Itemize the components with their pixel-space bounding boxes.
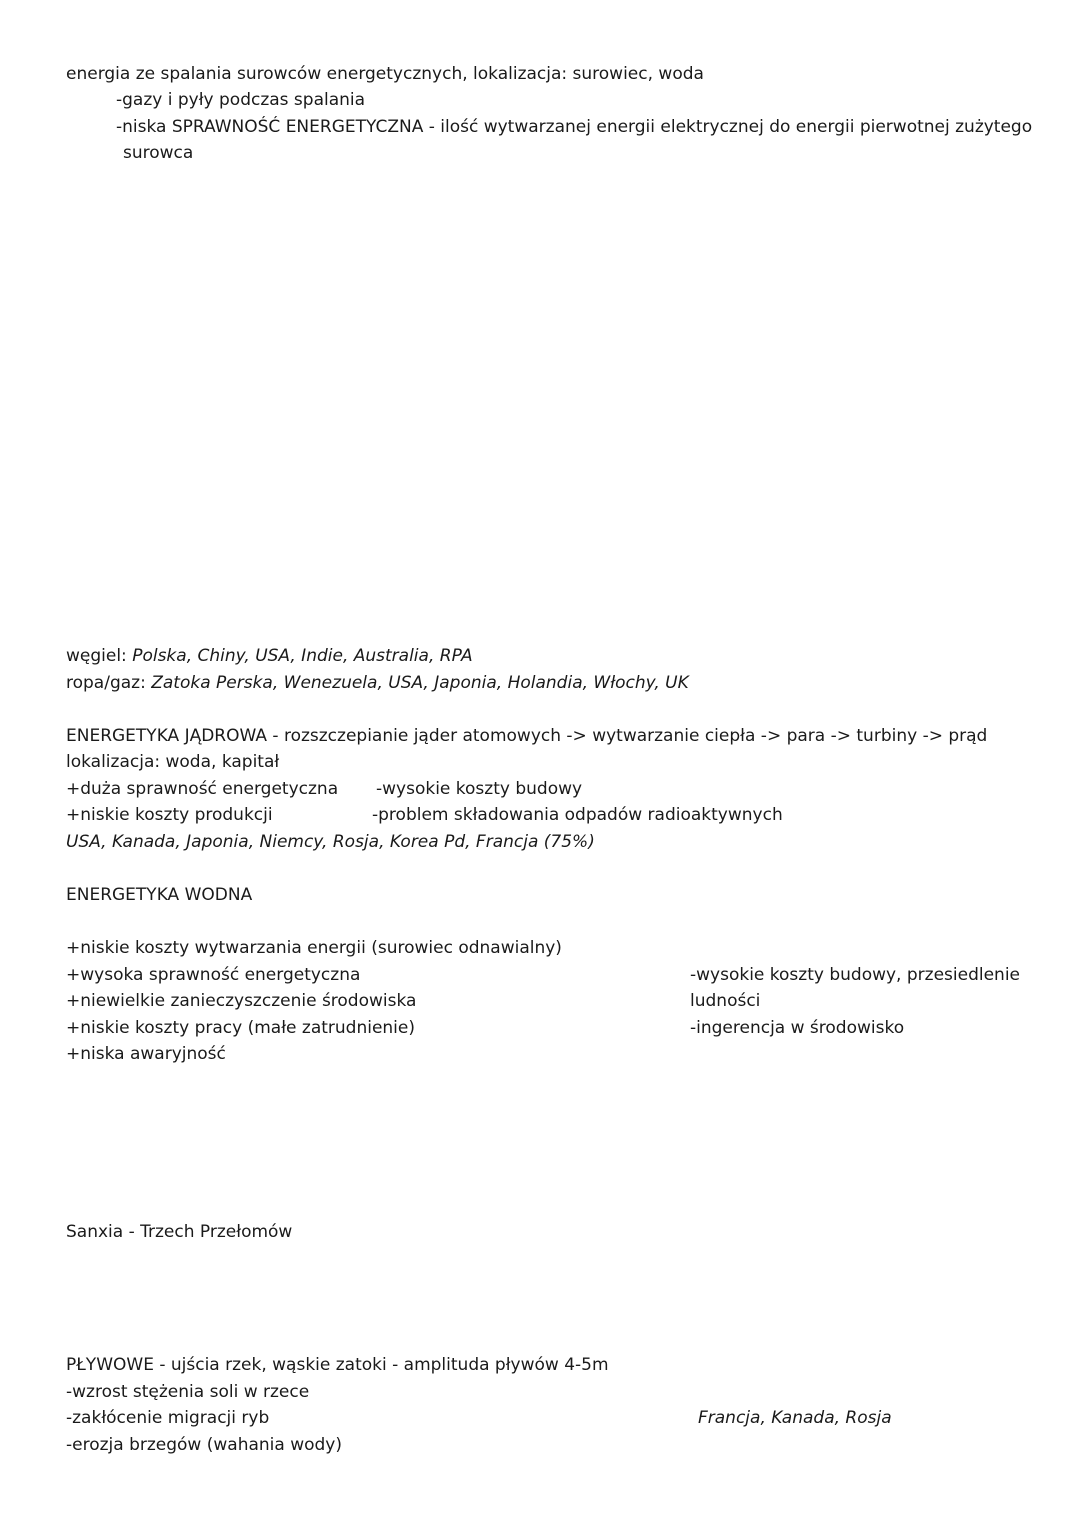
nuclear-con-2: -problem składowania odpadów radioaktywnych	[372, 805, 783, 825]
tidal-con-2: -zakłócenie migracji ryb	[66, 1408, 270, 1428]
hydro-pro-3: +niewielkie zanieczyszczenie środowiska	[66, 991, 417, 1011]
coal-label: węgiel:	[66, 646, 127, 666]
nuclear-countries: USA, Kanada, Japonia, Niemcy, Rosja, Korea Pd, Francja (75%)	[66, 832, 595, 852]
nuclear-location: lokalizacja: woda, kapitał	[66, 752, 280, 772]
thermal-con-efficiency: -niska SPRAWNOŚĆ ENERGETYCZNA - ilość wytwarzanej energii elektrycznej do energii pierwotnej zużytego	[116, 117, 1033, 137]
hydro-pro-2: +wysoka sprawność energetyczna	[66, 965, 361, 985]
coal-countries: Polska, Chiny, USA, Indie, Australia, RPA	[132, 646, 473, 666]
thermal-con-gases: -gazy i pyły podczas spalania	[116, 90, 366, 110]
hydro-con-2: -ingerencja w środowisko	[690, 1018, 905, 1038]
hydro-pro-1: +niskie koszty wytwarzania energii (surowiec odnawialny)	[66, 938, 562, 958]
nuclear-pro-2: +niskie koszty produkcji	[66, 805, 273, 825]
hydro-pro-5: +niska awaryjność	[66, 1044, 226, 1064]
hydro-con-1: -wysokie koszty budowy, przesiedlenie	[690, 965, 1020, 985]
nuclear-pro-1: +duża sprawność energetyczna	[66, 779, 339, 799]
oilgas-countries: Zatoka Perska, Wenezuela, USA, Japonia, Holandia, Włochy, UK	[151, 673, 689, 693]
hydro-pro-4: +niskie koszty pracy (małe zatrudnienie)	[66, 1018, 415, 1038]
nuclear-con-1: -wysokie koszty budowy	[376, 779, 583, 799]
hydro-heading: ENERGETYKA WODNA	[66, 885, 253, 905]
oilgas-line	[66, 670, 689, 696]
oilgas-label: ropa/gaz:	[66, 673, 146, 693]
nuclear-heading: ENERGETYKA JĄDROWA - rozszczepianie jąder atomowych -> wytwarzanie ciepła -> para -> turbiny -> prąd	[66, 726, 988, 746]
coal-line	[66, 643, 473, 669]
hydro-example: Sanxia - Trzech Przełomów	[66, 1222, 293, 1242]
thermal-con-efficiency-cont: surowca	[123, 143, 194, 163]
hydro-con-1-cont: ludności	[690, 991, 761, 1011]
tidal-heading: PŁYWOWE - ujścia rzek, wąskie zatoki - amplituda pływów 4-5m	[66, 1355, 609, 1375]
thermal-intro-line: energia ze spalania surowców energetycznych, lokalizacja: surowiec, woda	[66, 64, 704, 84]
tidal-countries: Francja, Kanada, Rosja	[698, 1408, 892, 1428]
tidal-con-1: -wzrost stężenia soli w rzece	[66, 1382, 310, 1402]
tidal-con-3: -erozja brzegów (wahania wody)	[66, 1435, 342, 1455]
